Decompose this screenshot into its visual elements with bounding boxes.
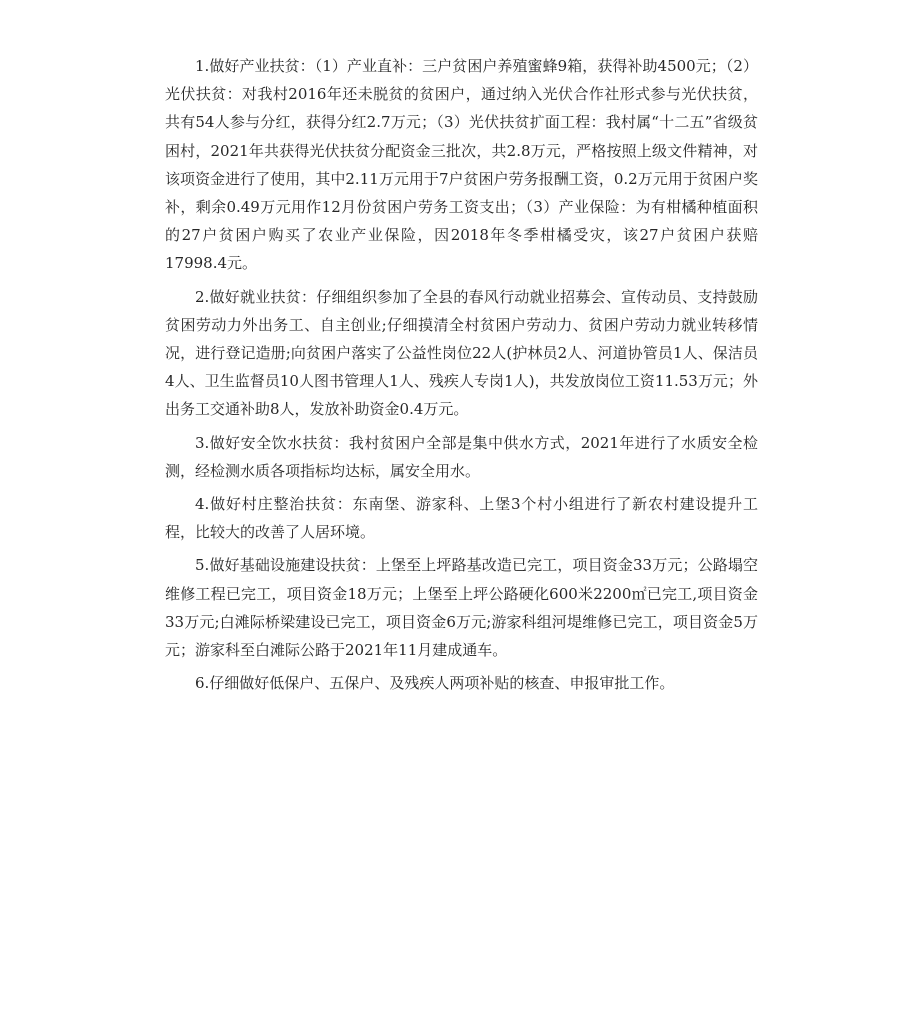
paragraph-village-renovation-poverty-relief: 4.做好村庄整治扶贫：东南堡、游家科、上堡3个村小组进行了新农村建设提升工程，比较大的改善了人居环境。: [165, 495, 758, 542]
paragraph-employment-poverty-relief: 2.做好就业扶贫：仔细组织参加了全县的春风行动就业招募会、宣传动员、支持鼓励贫困劳动力外出务工、自主创业;仔细摸清全村贫困户劳动力、贫困户劳动力就业转移情况，进行登记造册;向贫困户落实了公益性岗位22人(护林员2人、河道协管员1人、保洁员4人、卫生监督员10人图书管理人1人、残疾人专岗1人)，共发放岗位工资11.53万元；外出务工交通补助8人，发放补助资金0.4万元。: [165, 287, 758, 419]
paragraph-infrastructure-poverty-relief: 5.做好基础设施建设扶贫：上堡至上坪路基改造已完工，项目资金33万元；公路塌空维修工程已完工，项目资金18万元；上堡至上坪公路硬化600米2200㎡已完工,项目资金33万元;白滩际桥梁建设已完工，项目资金6万元;游家科组河堤维修已完工，项目资金5万元；游家科至白滩际公路于2021年11月建成通车。: [165, 556, 758, 660]
paragraph-subsidy-review: 6.仔细做好低保户、五保户、及残疾人两项补贴的核查、申报审批工作。: [195, 674, 675, 693]
document-body: [165, 52, 758, 702]
paragraph-industry-poverty-relief: 1.做好产业扶贫：（1）产业直补：三户贫困户养殖蜜蜂9箱，获得补助4500元；（2）光伏扶贫：对我村2016年还未脱贫的贫困户，通过纳入光伏合作社形式参与光伏扶贫，共有54人参与分红，获得分红2.7万元；（3）光伏扶贫扩面工程：我村属“十二五”省级贫困村，2021年共获得光伏扶贫分配资金三批次，共2.8万元，严格按照上级文件精神，对该项资金进行了使用，其中2.11万元用于7户贫困户劳务报酬工资，0.2万元用于贫困户奖补，剩余0.49万元用作12月份贫困户劳务工资支出；（3）产业保险：为有柑橘种植面积的27户贫困户购买了农业产业保险，因2018年冬季柑橘受灾，该27户贫困户获赔17998.4元。: [165, 57, 758, 273]
paragraph-drinking-water-poverty-relief: 3.做好安全饮水扶贫：我村贫困户全部是集中供水方式，2021年进行了水质安全检测，经检测水质各项指标均达标，属安全用水。: [165, 433, 758, 480]
